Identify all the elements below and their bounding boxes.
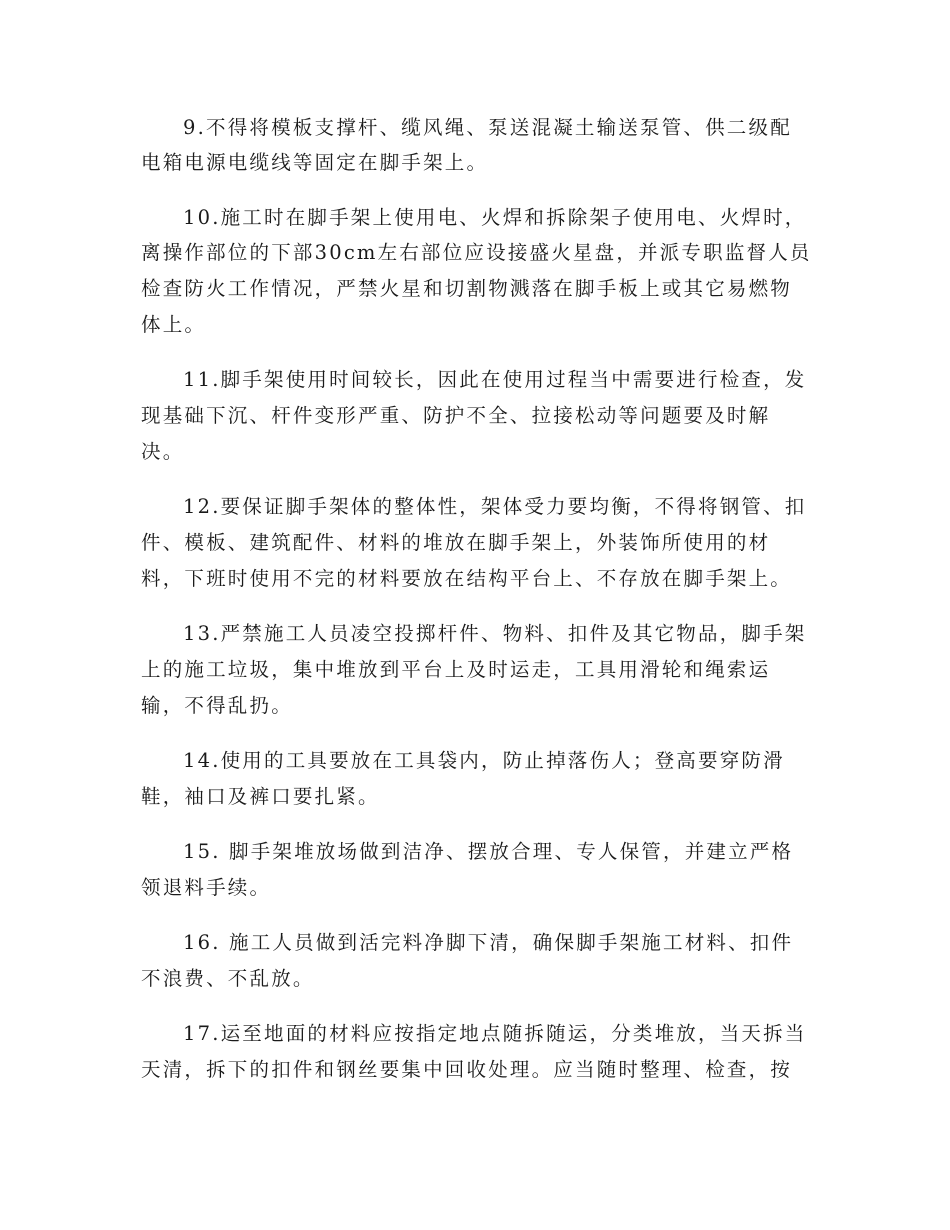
paragraph-line: 9.不得将模板支撑杆、缆风绳、泵送混凝土输送泵管、供二级配 bbox=[183, 116, 792, 139]
paragraph-line: 检查防火工作情况，严禁火星和切割物溅落在脚手板上或其它易燃物 bbox=[141, 277, 793, 300]
paragraph-line: 上的施工垃圾，集中堆放到平台上及时运走，工具用滑轮和绳索运 bbox=[141, 658, 771, 681]
paragraph-line: 13.严禁施工人员凌空投掷杆件、物料、扣件及其它物品，脚手架 bbox=[183, 622, 807, 645]
paragraph-line: 14.使用的工具要放在工具袋内，防止掉落伤人；登高要穿防滑 bbox=[183, 749, 785, 772]
paragraph-line: 鞋，袖口及裤口要扎紧。 bbox=[141, 785, 380, 808]
paragraph-line: 电箱电源电缆线等固定在脚手架上。 bbox=[141, 151, 489, 174]
paragraph-line: 不浪费、不乱放。 bbox=[141, 967, 315, 990]
paragraph-line: 离操作部位的下部30cm左右部位应设接盛火星盘，并派专职监督人员 bbox=[141, 241, 812, 264]
paragraph-line: 领退料手续。 bbox=[141, 876, 272, 899]
paragraph-line: 11.脚手架使用时间较长，因此在使用过程当中需要进行检查，发 bbox=[183, 368, 807, 391]
paragraph-line: 现基础下沉、杆件变形严重、防护不全、拉接松动等问题要及时解 bbox=[141, 404, 771, 427]
paragraph-line: 16. 施工人员做到活完料净脚下清，确保脚手架施工材料、扣件 bbox=[183, 931, 794, 954]
paragraph-line: 12.要保证脚手架体的整体性，架体受力要均衡，不得将钢管、扣 bbox=[183, 495, 807, 518]
paragraph-line: 体上。 bbox=[141, 313, 207, 336]
paragraph-line: 15. 脚手架堆放场做到洁净、摆放合理、专人保管，并建立严格 bbox=[183, 840, 794, 863]
paragraph-line: 天清，拆下的扣件和钢丝要集中回收处理。应当随时整理、检查，按 bbox=[141, 1058, 793, 1081]
paragraph-line: 件、模板、建筑配件、材料的堆放在脚手架上，外装饰所使用的材 bbox=[141, 531, 771, 554]
paragraph-line: 17.运至地面的材料应按指定地点随拆随运，分类堆放，当天拆当 bbox=[183, 1022, 807, 1045]
paragraph-line: 输，不得乱扔。 bbox=[141, 694, 293, 717]
paragraph-line: 料，下班时使用不完的材料要放在结构平台上、不存放在脚手架上。 bbox=[141, 567, 793, 590]
paragraph-line: 10.施工时在脚手架上使用电、火焊和拆除架子使用电、火焊时， bbox=[183, 206, 807, 229]
paragraph-line: 决。 bbox=[141, 440, 185, 463]
